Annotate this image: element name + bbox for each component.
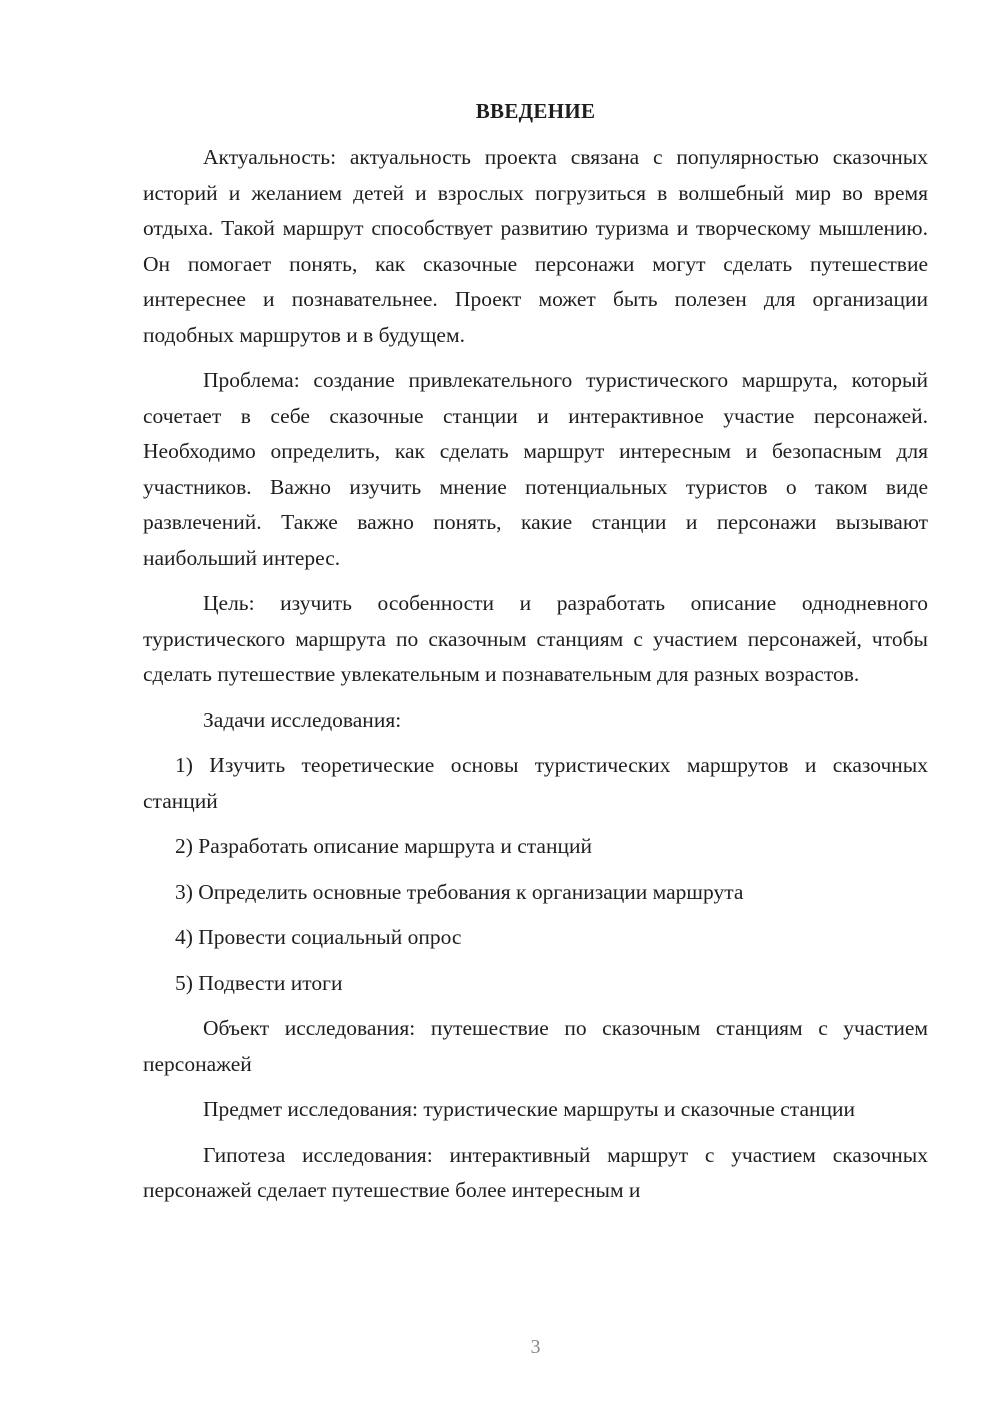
paragraph-object: Объект исследования: путешествие по сказочным станциям с участием персонажей xyxy=(143,1016,928,1076)
page-number: 3 xyxy=(530,1336,541,1358)
paragraph-problem: Проблема: создание привлекательного туристического маршрута, который сочетает в себе сказочные станции и интерактивное участие персонажей. Необходимо определить, как сделать маршрут интересным и безопасным для участников. Важно изучить мнение потенциальных туристов о таком виде развлечений. Также важно понять, какие станции и персонажи вызывают наибольший интерес. xyxy=(143,368,928,570)
page-title: ВВЕДЕНИЕ xyxy=(475,99,596,123)
paragraph-subject: Предмет исследования: туристические маршруты и сказочные станции xyxy=(203,1097,856,1121)
tasks-heading: Задачи исследования: xyxy=(203,707,402,732)
task-item-1: 1) Изучить теоретические основы туристических маршрутов и сказочных станций xyxy=(143,753,928,813)
task-item-5: 5) Подвести итоги xyxy=(175,970,343,995)
task-item-4: 4) Провести социальный опрос xyxy=(175,925,462,949)
task-item-3: 3) Определить основные требования к организации маршрута xyxy=(175,879,744,904)
paragraph-hypothesis: Гипотеза исследования: интерактивный маршрут с участием сказочных персонажей сделает путешествие более интересным и xyxy=(143,1142,928,1202)
document-page xyxy=(143,0,928,1414)
paragraph-goal: Цель: изучить особенности и разработать описание однодневного туристического маршрута по сказочным станциям с участием персонажей, чтобы сделать путешествие увлекательным и познавательным для разных возрастов. xyxy=(143,591,928,686)
document-body xyxy=(143,140,928,1219)
task-item-2: 2) Разработать описание маршрута и станций xyxy=(175,834,592,858)
paragraph-relevance: Актуальность: актуальность проекта связана с популярностью сказочных историй и желанием детей и взрослых погрузиться в волшебный мир во время отдыха. Такой маршрут способствует развитию туризма и творческому мышлению. Он помогает понять, как сказочные персонажи могут сделать путешествие интереснее и познавательнее. Проект может быть полезен для организации подобных маршрутов и в будущем. xyxy=(143,145,928,347)
